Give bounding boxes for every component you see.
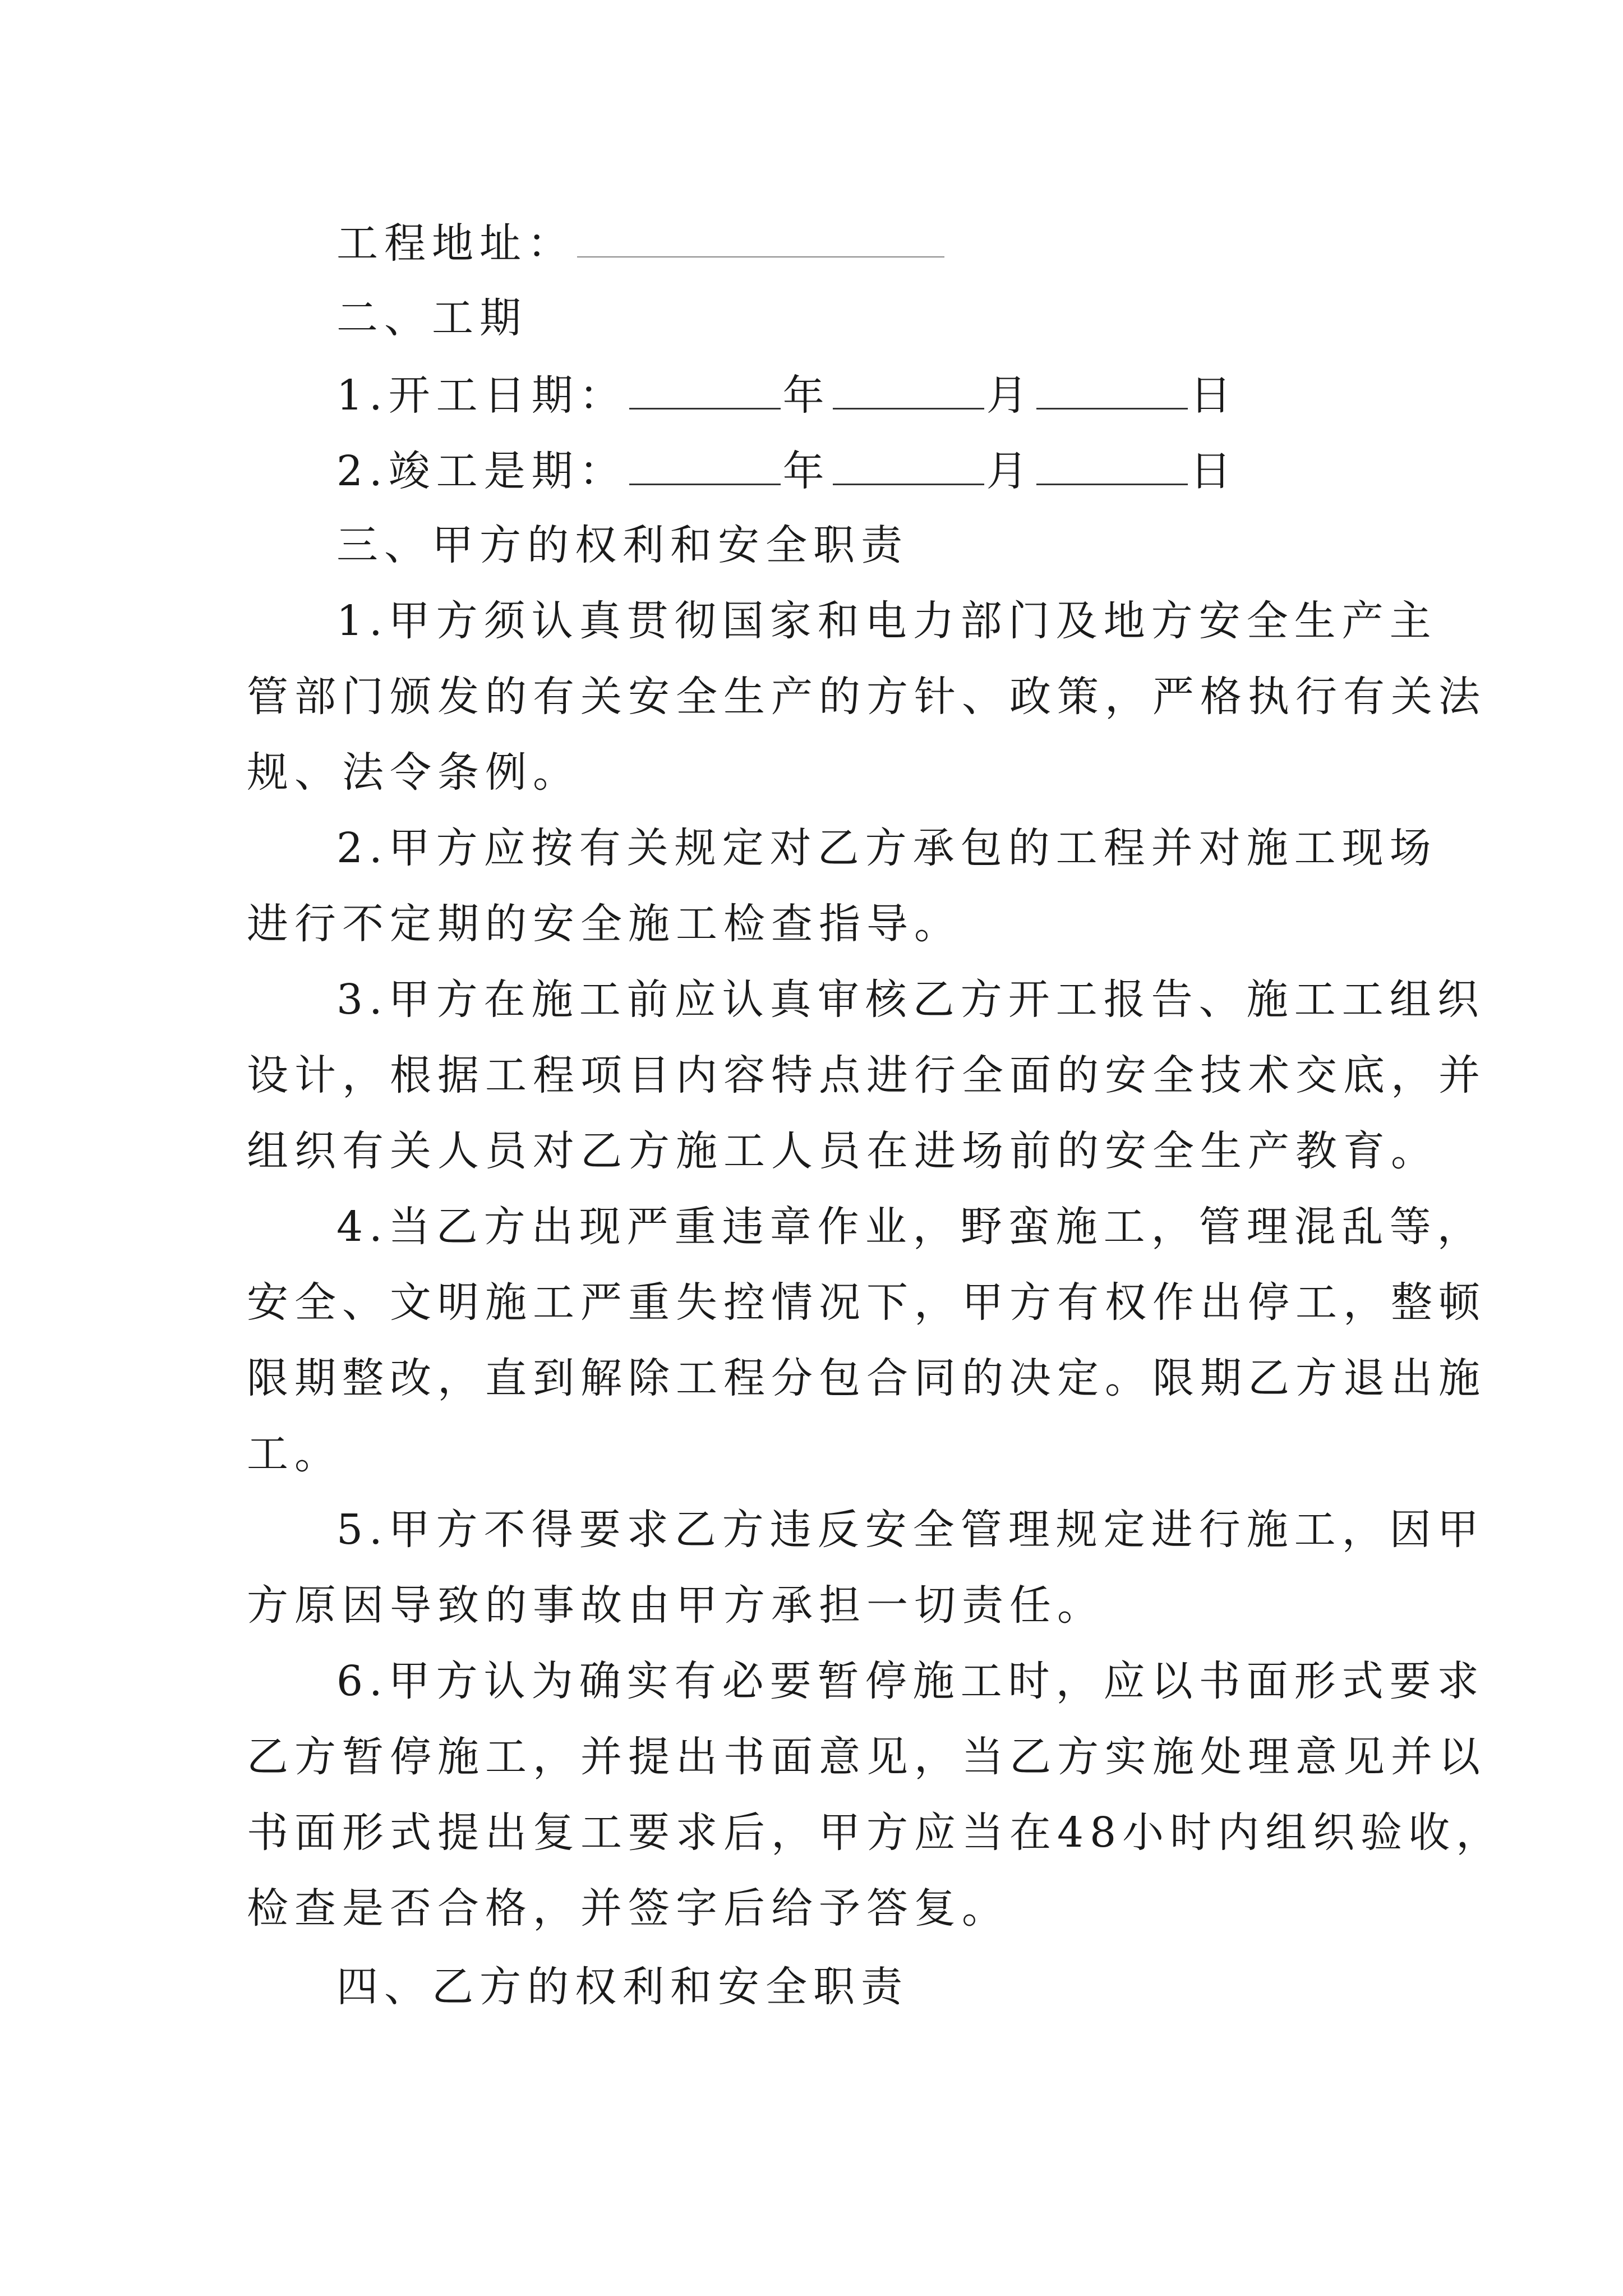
month-label: 月	[986, 371, 1034, 420]
paragraph-line: 4.当乙方出现严重违章作业，野蛮施工，管理混乱等，	[336, 1203, 1485, 1251]
paragraph-line: 设计，根据工程项目内容特点进行全面的安全技术交底，并	[247, 1051, 1486, 1099]
address-label: 工程地址：	[336, 219, 575, 268]
start-date-label: 1.开工日期：	[336, 371, 627, 420]
paragraph-line: 规、法令条例。	[247, 748, 580, 797]
paragraph-line: 乙方暂停施工，并提出书面意见，当乙方实施处理意见并以	[247, 1733, 1486, 1781]
paragraph-line: 5.甲方不得要求乙方违反安全管理规定进行施工，因甲	[336, 1506, 1485, 1554]
end-date-line	[336, 447, 1238, 495]
paragraph-line: 3.甲方在施工前应认真审核乙方开工报告、施工工组织	[336, 976, 1485, 1024]
paragraph-line: 进行不定期的安全施工检查指导。	[247, 900, 962, 948]
end-year-blank	[629, 449, 781, 485]
day-label: 日	[1189, 447, 1238, 495]
start-month-blank	[833, 373, 984, 409]
paragraph-line: 6.甲方认为确实有必要暂停施工时，应以书面形式要求	[336, 1657, 1485, 1705]
end-day-blank	[1036, 449, 1188, 485]
end-month-blank	[833, 449, 984, 485]
party-a-title: 三、甲方的权利和安全职责	[336, 521, 909, 569]
paragraph-line: 书面形式提出复工要求后，甲方应当在48小时内组织验收，	[247, 1809, 1504, 1857]
paragraph-line: 安全、文明施工严重失控情况下，甲方有权作出停工，整顿	[247, 1278, 1486, 1327]
start-day-blank	[1036, 373, 1188, 409]
start-date-line	[336, 371, 1238, 420]
party-b-title: 四、乙方的权利和安全职责	[336, 1963, 909, 2011]
day-label: 日	[1189, 371, 1238, 420]
year-label: 年	[782, 447, 831, 495]
address-line	[336, 219, 947, 268]
paragraph-line: 限期整改，直到解除工程分包合同的决定。限期乙方退出施	[247, 1354, 1486, 1402]
paragraph-line: 1.甲方须认真贯彻国家和电力部门及地方安全生产主	[336, 597, 1437, 645]
paragraph-line: 检查是否合格，并签字后给予答复。	[247, 1884, 1009, 1932]
paragraph-line: 2.甲方应按有关规定对乙方承包的工程并对施工现场	[336, 824, 1437, 872]
paragraph-line: 工。	[247, 1430, 342, 1478]
year-label: 年	[782, 371, 831, 420]
paragraph-line: 组织有关人员对乙方施工人员在进场前的安全生产教育。	[247, 1127, 1438, 1175]
end-date-label: 2.竣工是期：	[336, 447, 627, 495]
duration-title: 二、工期	[336, 294, 527, 342]
paragraph-line: 方原因导致的事故由甲方承担一切责任。	[247, 1581, 1105, 1630]
paragraph-line: 管部门颁发的有关安全生产的方针、政策，严格执行有关法	[247, 673, 1486, 721]
month-label: 月	[986, 447, 1034, 495]
start-year-blank	[629, 373, 781, 409]
address-blank	[577, 222, 944, 257]
